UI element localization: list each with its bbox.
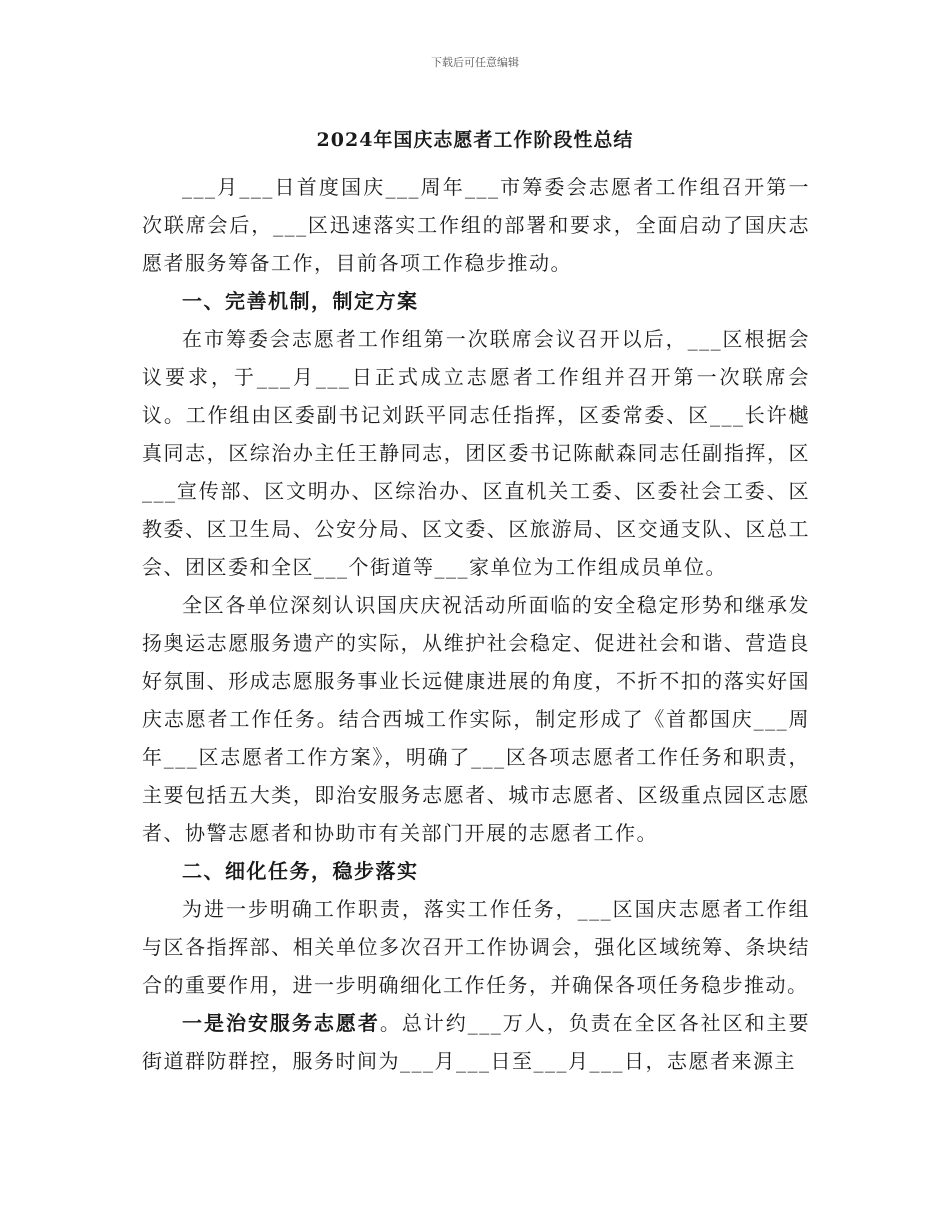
section-2-paragraph-2 — [142, 1004, 810, 1080]
section-1-paragraph-2: 全区各单位深刻认识国庆庆祝活动所面临的安全稳定形势和继承发扬奥运志愿服务遗产的实际，从维护社会稳定、促进社会和谐、营造良好氛围、形成志愿服务事业长远健康进展的角度，不折不扣的落实好国庆志愿者工作任务。结合西城工作实际，制定形成了《首都国庆___周年___区志愿者工作方案》，明确了___区各项志愿者工作任务和职责，主要包括五大类，即治安服务志愿者、城市志愿者、区级重点园区志愿者、协警志愿者和协助市有关部门开展的志愿者工作。 — [142, 593, 810, 845]
section-heading-2: 二、细化任务，稳步落实 — [182, 859, 419, 883]
paragraph-text: 。总计约___万人，负责在全区各社区和主要街道群防群控，服务时间为___月___日至___月___日，志愿者来源主 — [142, 1011, 811, 1073]
bold-lead-phrase: 一是治安服务志愿者 — [182, 1011, 380, 1035]
section-heading-1: 一、完善机制，制定方案 — [182, 289, 419, 313]
section-1-paragraph-1: 在市筹委会志愿者工作组第一次联席会议召开以后，___区根据会议要求，于___月___日正式成立志愿者工作组并召开第一次联席会议。工作组由区委副书记刘跃平同志任指挥，区委常委、区___长许樾真同志，区综治办主任王静同志，团区委书记陈献森同志任副指挥，区___宣传部、区文明办、区综治办、区直机关工委、区委社会工委、区教委、区卫生局、公安分局、区文委、区旅游局、区交通支队、区总工会、团区委和全区___个街道等___家单位为工作组成员单位。 — [142, 327, 810, 579]
document-title: 2024年国庆志愿者工作阶段性总结 — [316, 129, 634, 151]
document-body — [142, 168, 810, 1080]
header-note: 下载后可任意编辑 — [431, 56, 519, 69]
section-2-paragraph-1: 为进一步明确工作职责，落实工作任务，___区国庆志愿者工作组与区各指挥部、相关单位多次召开工作协调会，强化区域统筹、条块结合的重要作用，进一步明确细化工作任务，并确保各项任务稳步推动。 — [142, 897, 810, 997]
intro-paragraph: ___月___日首度国庆___周年___市筹委会志愿者工作组召开第一次联席会后，___区迅速落实工作组的部署和要求，全面启动了国庆志愿者服务筹备工作，目前各项工作稳步推动。 — [142, 175, 810, 275]
